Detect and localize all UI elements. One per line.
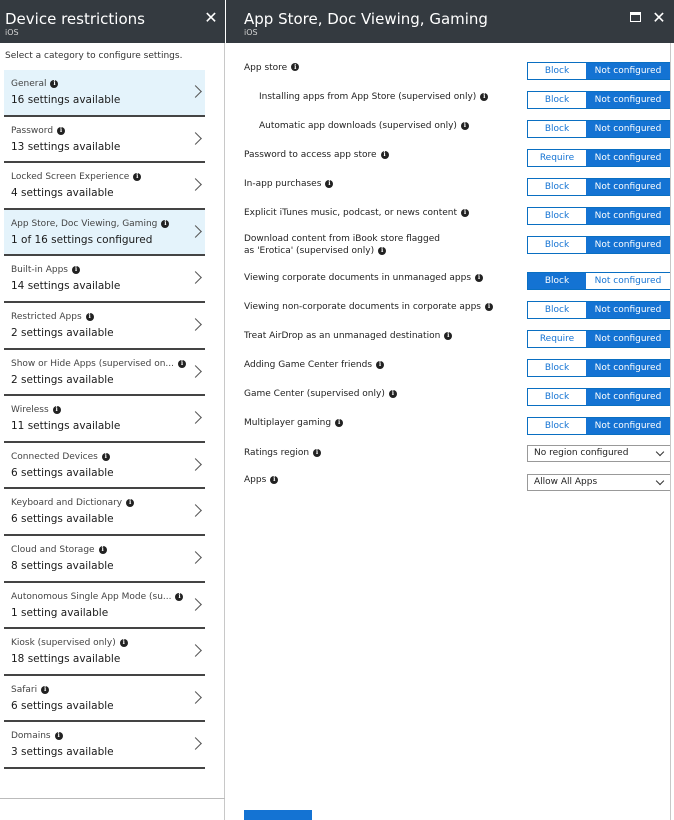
toggle-option-a[interactable]: Block bbox=[528, 237, 586, 253]
category-name-text: Locked Screen Experience bbox=[11, 172, 130, 183]
category-name bbox=[11, 172, 141, 182]
apps-dropdown[interactable] bbox=[527, 474, 671, 491]
category-count: 14 settings available bbox=[11, 280, 121, 293]
setting-label bbox=[244, 359, 384, 371]
device-restrictions-blade bbox=[0, 0, 225, 820]
app-store-settings-blade bbox=[226, 0, 674, 820]
chevron-right-icon bbox=[189, 178, 202, 191]
setting-label-text: In-app purchases bbox=[244, 179, 322, 189]
category-item[interactable] bbox=[4, 676, 205, 723]
category-item[interactable] bbox=[4, 629, 205, 676]
category-item[interactable] bbox=[4, 70, 205, 117]
divider bbox=[670, 43, 671, 820]
chevron-right-icon bbox=[189, 272, 202, 285]
setting-toggle[interactable] bbox=[527, 207, 671, 225]
setting-label-text: Treat AirDrop as an unmanaged destination bbox=[244, 331, 441, 341]
info-icon[interactable]: i bbox=[161, 220, 169, 228]
chevron-right-icon bbox=[189, 411, 202, 424]
category-name-text: Cloud and Storage bbox=[11, 544, 95, 555]
category-item[interactable] bbox=[4, 722, 205, 769]
right-close-icon[interactable]: ✕ bbox=[652, 8, 666, 27]
category-item[interactable] bbox=[4, 210, 205, 257]
category-name-text: Autonomous Single App Mode (su... bbox=[11, 591, 172, 602]
setting-label bbox=[244, 474, 278, 486]
category-name-text: Password bbox=[11, 125, 54, 136]
setting-toggle[interactable] bbox=[527, 301, 671, 319]
category-count: 4 settings available bbox=[11, 187, 114, 200]
category-list bbox=[4, 70, 205, 769]
setting-label-text: Download content from iBook store flagged as 'Erotica' (supervised only) bbox=[244, 234, 440, 256]
info-icon[interactable]: i bbox=[335, 419, 343, 427]
info-icon[interactable]: i bbox=[175, 593, 183, 601]
category-name-text: Connected Devices bbox=[11, 451, 98, 462]
category-name-text: Wireless bbox=[11, 405, 49, 416]
toggle-option-a[interactable]: Block bbox=[528, 418, 586, 434]
info-icon[interactable]: i bbox=[72, 266, 80, 274]
info-icon[interactable]: i bbox=[378, 247, 386, 255]
setting-label-text: Multiplayer gaming bbox=[244, 418, 332, 428]
info-icon[interactable]: i bbox=[133, 173, 141, 181]
toggle-option-a[interactable]: Block bbox=[528, 360, 586, 376]
setting-toggle[interactable] bbox=[527, 120, 671, 138]
toggle-option-not-configured[interactable]: Not configured bbox=[586, 208, 670, 224]
left-blade-header bbox=[0, 0, 225, 43]
category-name-text: Kiosk (supervised only) bbox=[11, 638, 116, 649]
setting-label-text: Game Center (supervised only) bbox=[244, 389, 385, 399]
setting-label bbox=[244, 447, 321, 459]
info-icon[interactable]: i bbox=[53, 406, 61, 414]
setting-label-text: Viewing non-corporate documents in corporate apps bbox=[244, 302, 481, 312]
chevron-right-icon bbox=[189, 225, 202, 238]
setting-toggle[interactable] bbox=[527, 359, 671, 377]
info-icon[interactable]: i bbox=[325, 180, 333, 188]
setting-label bbox=[244, 388, 397, 400]
divider bbox=[0, 798, 225, 799]
ratings-region-value: No region configured bbox=[534, 448, 629, 458]
info-icon[interactable]: i bbox=[461, 209, 469, 217]
category-name bbox=[11, 126, 65, 136]
setting-label bbox=[244, 178, 333, 190]
setting-label bbox=[244, 417, 343, 429]
setting-toggle[interactable] bbox=[527, 91, 671, 109]
category-name bbox=[11, 685, 49, 695]
setting-label-text: Automatic app downloads (supervised only) bbox=[259, 121, 457, 131]
info-icon[interactable]: i bbox=[50, 80, 58, 88]
right-blade-subtitle: iOS bbox=[244, 28, 258, 37]
category-count: 16 settings available bbox=[11, 94, 121, 106]
chevron-right-icon bbox=[189, 644, 202, 657]
chevron-down-icon bbox=[656, 477, 664, 485]
category-name bbox=[11, 545, 107, 555]
category-count: 18 settings available bbox=[11, 653, 121, 666]
toggle-option-a[interactable]: Block bbox=[528, 302, 586, 318]
category-name bbox=[11, 265, 80, 275]
category-name bbox=[11, 638, 128, 648]
info-icon[interactable]: i bbox=[444, 332, 452, 340]
info-icon[interactable]: i bbox=[291, 63, 299, 71]
category-name bbox=[11, 312, 94, 322]
category-count: 6 settings available bbox=[11, 513, 114, 526]
category-name bbox=[11, 498, 134, 508]
toggle-option-not-configured[interactable]: Not configured bbox=[586, 418, 670, 434]
setting-toggle[interactable] bbox=[527, 62, 671, 80]
category-item[interactable] bbox=[4, 117, 205, 164]
toggle-option-not-configured[interactable]: Not configured bbox=[586, 150, 670, 166]
toggle-option-a[interactable]: Block bbox=[528, 389, 586, 405]
info-icon[interactable]: i bbox=[313, 449, 321, 457]
ok-button[interactable] bbox=[244, 810, 312, 820]
setting-label-text: Installing apps from App Store (supervised only) bbox=[259, 92, 477, 102]
ratings-region-dropdown[interactable] bbox=[527, 445, 671, 462]
category-name-text: General bbox=[11, 79, 47, 89]
chevron-right-icon bbox=[189, 598, 202, 611]
setting-toggle[interactable] bbox=[527, 149, 671, 167]
toggle-option-not-configured[interactable]: Not configured bbox=[586, 389, 670, 405]
chevron-right-icon bbox=[189, 85, 202, 98]
setting-label-text: Viewing corporate documents in unmanaged apps bbox=[244, 273, 472, 283]
setting-label bbox=[244, 301, 493, 313]
category-name-text: Domains bbox=[11, 731, 51, 742]
info-icon[interactable]: i bbox=[178, 360, 186, 368]
info-icon[interactable]: i bbox=[57, 127, 65, 135]
chevron-right-icon bbox=[189, 504, 202, 517]
toggle-option-not-configured[interactable]: Not configured bbox=[586, 92, 670, 108]
toggle-option-a[interactable]: Block bbox=[528, 63, 586, 79]
maximize-icon[interactable] bbox=[630, 12, 641, 22]
toggle-option-a[interactable]: Block bbox=[528, 273, 586, 289]
setting-label bbox=[259, 91, 488, 103]
chevron-right-icon bbox=[189, 365, 202, 378]
category-count: 6 settings available bbox=[11, 466, 114, 479]
apps-label: Apps bbox=[244, 475, 267, 485]
toggle-option-not-configured[interactable]: Not configured bbox=[586, 331, 670, 347]
chevron-right-icon bbox=[189, 737, 202, 750]
setting-label-text: Explicit iTunes music, podcast, or news content bbox=[244, 208, 458, 218]
category-name bbox=[11, 79, 58, 89]
toggle-option-a[interactable]: Require bbox=[528, 331, 586, 347]
setting-label-text: Adding Game Center friends bbox=[244, 360, 373, 370]
category-intro-text: Select a category to configure settings. bbox=[5, 51, 183, 61]
info-icon[interactable]: i bbox=[480, 93, 488, 101]
setting-toggle[interactable] bbox=[527, 272, 671, 290]
category-item[interactable] bbox=[4, 443, 205, 490]
category-count: 3 settings available bbox=[11, 746, 114, 759]
category-name-text: Safari bbox=[11, 684, 38, 695]
setting-label bbox=[244, 62, 299, 74]
toggle-option-not-configured[interactable]: Not configured bbox=[586, 63, 670, 79]
info-icon[interactable]: i bbox=[381, 151, 389, 159]
chevron-right-icon bbox=[189, 318, 202, 331]
toggle-option-not-configured[interactable]: Not configured bbox=[586, 121, 670, 137]
category-item[interactable] bbox=[4, 256, 205, 303]
toggle-option-not-configured[interactable]: Not configured bbox=[586, 179, 670, 195]
info-icon[interactable]: i bbox=[120, 639, 128, 647]
toggle-option-not-configured[interactable]: Not configured bbox=[586, 302, 670, 318]
setting-label bbox=[259, 120, 469, 132]
category-name-text: App Store, Doc Viewing, Gaming bbox=[11, 218, 158, 229]
toggle-option-a[interactable]: Block bbox=[528, 92, 586, 108]
category-count: 8 settings available bbox=[11, 559, 114, 572]
category-item[interactable] bbox=[4, 489, 205, 536]
toggle-option-not-configured[interactable]: Not configured bbox=[586, 360, 670, 376]
info-icon[interactable]: i bbox=[485, 303, 493, 311]
chevron-right-icon bbox=[189, 691, 202, 704]
category-name bbox=[11, 731, 63, 741]
category-count: 1 setting available bbox=[11, 606, 109, 619]
info-icon[interactable]: i bbox=[99, 546, 107, 554]
toggle-option-not-configured[interactable]: Not configured bbox=[586, 273, 670, 289]
chevron-right-icon bbox=[189, 458, 202, 471]
chevron-right-icon bbox=[189, 551, 202, 564]
category-name-text: Show or Hide Apps (supervised on... bbox=[11, 358, 174, 369]
category-item[interactable] bbox=[4, 536, 205, 583]
setting-toggle[interactable] bbox=[527, 236, 671, 254]
setting-label bbox=[244, 149, 389, 161]
info-icon[interactable]: i bbox=[389, 390, 397, 398]
category-name bbox=[11, 359, 186, 369]
info-icon[interactable]: i bbox=[475, 274, 483, 282]
category-name bbox=[11, 405, 61, 415]
category-count: 2 settings available bbox=[11, 326, 114, 339]
setting-toggle[interactable] bbox=[527, 330, 671, 348]
setting-label bbox=[244, 233, 444, 257]
toggle-option-a[interactable]: Require bbox=[528, 150, 586, 166]
toggle-option-not-configured[interactable]: Not configured bbox=[586, 237, 670, 253]
category-name bbox=[11, 592, 183, 602]
info-icon[interactable]: i bbox=[270, 476, 278, 484]
category-count: 2 settings available bbox=[11, 373, 114, 386]
category-name-text: Keyboard and Dictionary bbox=[11, 498, 123, 509]
category-count: 13 settings available bbox=[11, 140, 121, 153]
chevron-right-icon bbox=[189, 132, 202, 145]
info-icon[interactable]: i bbox=[461, 122, 469, 130]
toggle-option-a[interactable]: Block bbox=[528, 179, 586, 195]
setting-label-text: Password to access app store bbox=[244, 150, 377, 160]
info-icon[interactable]: i bbox=[86, 313, 94, 321]
left-blade-subtitle: iOS bbox=[5, 28, 19, 37]
setting-label bbox=[244, 272, 483, 284]
chevron-down-icon bbox=[656, 448, 664, 456]
category-name-text: Built-in Apps bbox=[11, 265, 68, 276]
category-item[interactable] bbox=[4, 396, 205, 443]
info-icon[interactable]: i bbox=[126, 499, 134, 507]
category-count: 1 of 16 settings configured bbox=[11, 233, 153, 246]
setting-toggle[interactable] bbox=[527, 417, 671, 435]
category-name bbox=[11, 219, 169, 229]
right-blade-header bbox=[226, 0, 674, 43]
ratings-region-label: Ratings region bbox=[244, 448, 310, 458]
left-close-icon[interactable]: ✕ bbox=[204, 8, 218, 27]
setting-toggle[interactable] bbox=[527, 178, 671, 196]
category-item[interactable] bbox=[4, 163, 205, 210]
setting-label bbox=[244, 207, 469, 219]
setting-label-text: App store bbox=[244, 63, 288, 73]
setting-toggle[interactable] bbox=[527, 388, 671, 406]
info-icon[interactable]: i bbox=[41, 686, 49, 694]
info-icon[interactable]: i bbox=[102, 453, 110, 461]
category-item[interactable] bbox=[4, 583, 205, 630]
category-count: 11 settings available bbox=[11, 420, 121, 433]
info-icon[interactable]: i bbox=[376, 361, 384, 369]
toggle-option-a[interactable]: Block bbox=[528, 208, 586, 224]
category-name-text: Restricted Apps bbox=[11, 311, 82, 322]
category-count: 6 settings available bbox=[11, 699, 114, 712]
setting-label bbox=[244, 330, 452, 342]
info-icon[interactable]: i bbox=[55, 732, 63, 740]
category-name bbox=[11, 452, 110, 462]
left-blade-title: Device restrictions bbox=[5, 10, 145, 28]
apps-value: Allow All Apps bbox=[534, 477, 598, 487]
category-item[interactable] bbox=[4, 350, 205, 397]
toggle-option-a[interactable]: Block bbox=[528, 121, 586, 137]
right-blade-title: App Store, Doc Viewing, Gaming bbox=[244, 10, 488, 28]
category-item[interactable] bbox=[4, 303, 205, 350]
